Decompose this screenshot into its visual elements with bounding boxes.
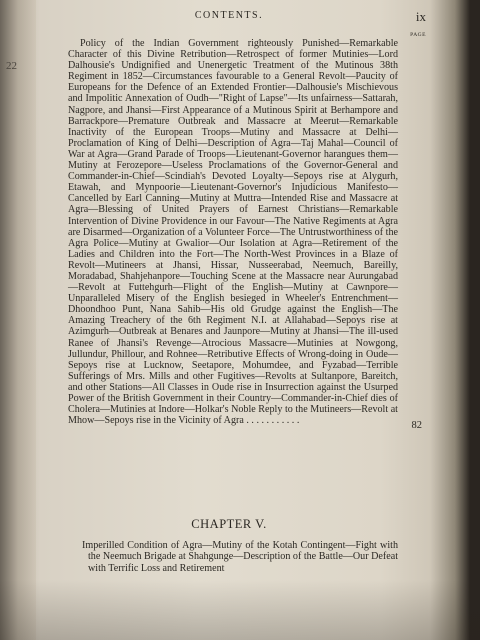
left-page-number: 22 [6, 60, 17, 72]
running-title: CONTENTS. [194, 10, 264, 21]
folio: ix [415, 9, 426, 24]
page-column-label: PAGE [410, 32, 426, 38]
chapter-v-heading: CHAPTER V. [191, 517, 267, 531]
contents-page [44, 0, 426, 640]
chapter-iv-summary-text: Policy of the Indian Government righteously Punished—Remarkable Character of this Divine Retribution—Retrospect of former Mutinies—Lord Dalhousie's Undignified and Unenergetic Treatment of the Mutinous 38th Regiment in 1852—Circumstances favourable to a General Revolt—Paucity of Europeans for the Defence of an Extended Frontier—Dalhousie's Mischievous and Impolitic Annexation of Oudh—"Right of Lapse"—Its unfairness—Sattarah, Nagpore, and Jhansi—First Appearance of a Mutinous Spirit at Berhampore and Barrackpore—Premature Outbreak and Massacre at Meerut—Remarkable Inactivity of the European Troops—Mutiny and Massacre at Delhi—Proclamation of King of Delhi—Description of Agra—Taj Mahal—Council of War at Agra—Grand Parade of Troops—Lieutenant-Governor harangues them—Mutiny at Ferozepore—Useless Proclamations of the Governor-General and Commander-in-Chief—Scindiah's Devoted Loyalty—Sepoys rise at Alygurh, Etawah, and Mynpoorie—Lieutenant-Governor's Injudicious Manifesto—Cancelled by Earl Canning—Mutiny at Muttra—Intended Rise and Massacre at Agra—Blessing of United Prayers of Earnest Christians—Remarkable Intervention of Divine Providence in our Favour—The Native Regiments at Agra are Disarmed—Organization of a Volunteer Force—The Untrustworthiness of the Agra Police—Mutiny at Gwalior—Our Isolation at Agra—Retirement of the Ladies and Children into the Fort—The North-West Provinces in a Blaze of Revolt—Mutineers at Jhansi, Hissar, Nusseerabad, Neemuch, Bareilly, Moradabad, Shahjehanpore—Touching Scene at the Massacre near Aurungabad—Revolt at Futtehgurh—Flight of the English—Mutiny at Cawnpore—Unparalleled Misery of the English besieged in Wheeler's Entrenchment—Dhoondhoo Punt, Nana Sahib—His old Grudge against the English—The Amazing Treachery of the 6th Regiment N.I. at Allahabad—Sepoys rise at Azimgurh—Outbreak at Benares and Jaunpore—Mutiny at Jhansi—The ill-used Ranee of Jhansi's Revenge—Atrocious Massacre—Mutinies at Nowgong, Jullundur, Phillour, and Rohnee—Retributive Effects of Wrong-doing in Oude—Sepoys rise at Lucknow, Seetapore, Mohumdee, and Fyzabad—Terrible Sufferings of Mrs. Mills and other Fugitives—Revolts at Sultanpore, Bareitch, and other Stations—All Classes in Oude rise in Insurrection against the Usurped Power of the British Government in their Country—Commander-in-Chief dies of Cholera—Mutinies at Indore—Holkar's Noble Reply to the Mutineers—Revolt at Mhow—Sepoys rise in the Vicinity of Agra [68, 38, 398, 427]
chapter-v-summary: Imperilled Condition of Agra—Mutiny of the Kotah Contingent—Fight with the Neemuch Brigade at Shahgunge—Description of the Battle—Our Defeat with Terrific Loss and Retirement [82, 540, 399, 574]
left-page-edge [0, 0, 36, 640]
running-head [44, 9, 426, 24]
dot-leaders: . . . . . . . . . . . [243, 415, 300, 427]
chapter-iv-page-number: 82 [411, 420, 422, 431]
chapter-iv-summary [68, 38, 398, 426]
